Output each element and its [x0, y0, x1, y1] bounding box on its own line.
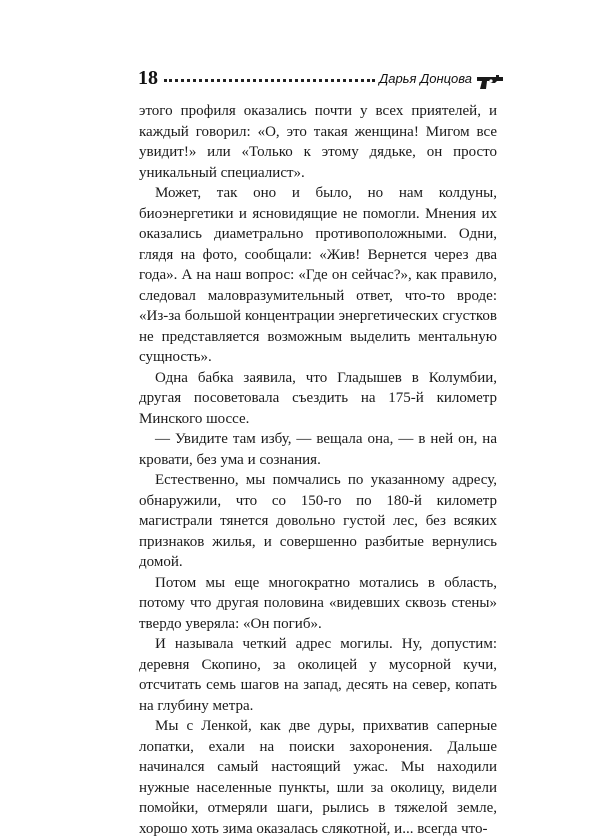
page-number: 18: [138, 67, 158, 89]
paragraph: Одна бабка заявила, что Гладышев в Колумбии, другая посоветовала съездить на 175-й километр Минского шоссе.: [139, 369, 497, 427]
body-text: [139, 101, 497, 839]
paragraph: Может, так оно и было, но нам колдуны, биоэнергетики и ясновидящие не помогли. Мнения их оказались диаметрально противоположными. Одни, глядя на фото, сообщали: «Жив! Вернется через два года». А на наш вопрос: «Где он сейчас?», как правило, следовал маловразумительный ответ, что-то вроде: «Из-за большой концентрации энергетических сгустков не представляется возможным выделить ментальную сущность».: [139, 185, 497, 365]
paragraph: — Увидите там избу, — вещала она, — в ней он, на кровати, без ума и сознания.: [139, 431, 497, 468]
paragraph: И называла четкий адрес могилы. Ну, допустим: деревня Скопино, за околицей у мусорной кучи, отсчитать семь шагов на запад, десять на север, копать на глубину метра.: [139, 636, 497, 714]
author-name: Дарья Донцова: [379, 71, 472, 86]
paragraph: Мы с Ленкой, как две дуры, прихватив саперные лопатки, ехали на поиски захоронения. Дальше начинался самый настоящий ужас. Мы находили нужные населенные пункты, шли за околицу, видели помойки, отмеряли шаги, рылись в тяжелой земле, хорошо хоть зима оказалась слякотной, и... всегда что-: [139, 718, 497, 837]
paragraph: Потом мы еще многократно мотались в область, потому что другая половина «видевших сквозь стены» твердо уверяла: «Он погиб».: [139, 574, 497, 632]
paragraph: этого профиля оказались почти у всех приятелей, и каждый говорил: «О, это такая женщина! Мигом все увидит!» или «Только к этому дядьке, он просто уникальный специалист».: [139, 103, 497, 181]
dotted-leader: [164, 79, 375, 82]
running-header: [138, 66, 504, 88]
paragraph: Естественно, мы помчались по указанному адресу, обнаружили, что со 150-го по 180-й километр магистрали тянется довольно густой лес, без всяких признаков жилья, и совершенно разбитые вернулись домой.: [139, 472, 497, 570]
revolver-icon: [476, 72, 504, 90]
